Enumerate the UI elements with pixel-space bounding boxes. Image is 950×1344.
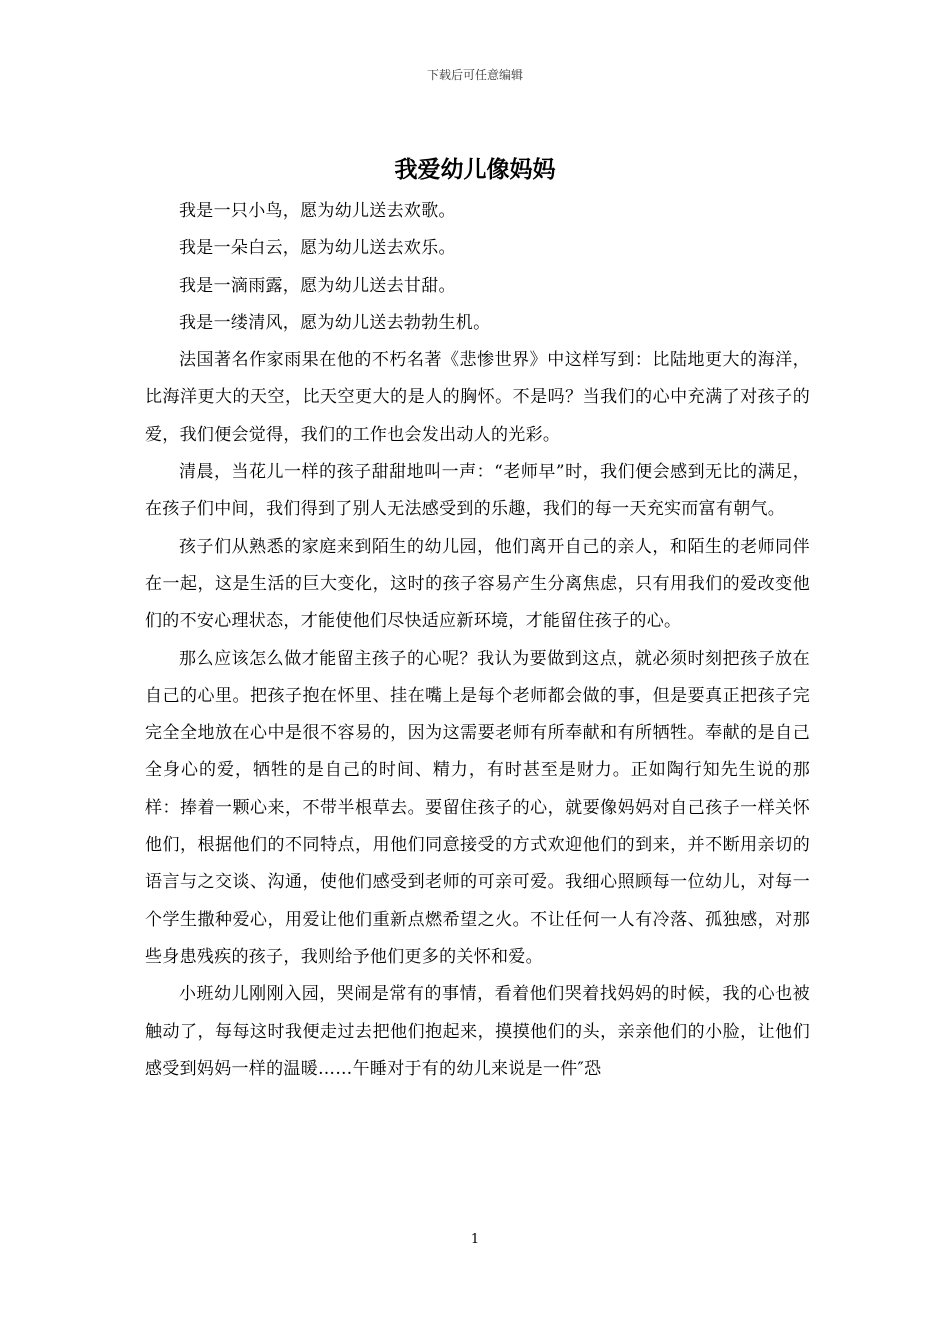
paragraph: 孩子们从熟悉的家庭来到陌生的幼儿园，他们离开自己的亲人，和陌生的老师同伴在一起，这是生活的巨大变化，这时的孩子容易产生分离焦虑，只有用我们的爱改变他们的不安心理状态，才能使他们尽快适应新环境，才能留住孩子的心。 — [145, 536, 810, 632]
paragraph: 清晨，当花儿一样的孩子甜甜地叫一声：“老师早”时，我们便会感到无比的满足，在孩子们中间，我们得到了别人无法感受到的乐趣，我们的每一天充实而富有朝气。 — [145, 462, 810, 520]
paragraph: 我是一朵白云，愿为幼儿送去欢乐。 — [179, 238, 456, 259]
document-title: 我爱幼儿像妈妈 — [394, 157, 556, 183]
paragraph: 小班幼儿刚刚入园，哭闹是常有的事情，看着他们哭着找妈妈的时候，我的心也被触动了，每每这时我便走过去把他们抱起来，摸摸他们的头，亲亲他们的小脸，让他们感受到妈妈一样的温暖……午睡对于有的幼儿来说是一件″恐 — [145, 984, 810, 1079]
paragraph: 法国著名作家雨果在他的不朽名著《悲惨世界》中这样写到：比陆地更大的海洋，比海洋更大的天空，比天空更大的是人的胸怀。不是吗？当我们的心中充满了对孩子的爱，我们便会觉得，我们的工作也会发出动人的光彩。 — [145, 350, 810, 445]
page-number: 1 — [470, 1232, 480, 1247]
page-header-note: 下载后可任意编辑 — [426, 68, 523, 82]
paragraph: 我是一滴雨露，愿为幼儿送去甘甜。 — [179, 275, 456, 296]
paragraph: 那么应该怎么做才能留主孩子的心呢？我认为要做到这点，就必须时刻把孩子放在自己的心里。把孩子抱在怀里、挂在嘴上是每个老师都会做的事，但是要真正把孩子完完全全地放在心中是很不容易的，因为这需要老师有所奉献和有所牺牲。奉献的是自己全身心的爱，牺牲的是自己的时间、精力，有时甚至是财力。正如陶行知先生说的那样：捧着一颗心来，不带半根草去。要留住孩子的心，就要像妈妈对自己孩子一样关怀他们，根据他们的不同特点，用他们同意接受的方式欢迎他们的到来，并不断用亲切的语言与之交谈、沟通，使他们感受到老师的可亲可爱。我细心照顾每一位幼儿，对每一个学生撒种爱心，用爱让他们重新点燃希望之火。不让任何一人有冷落、孤独感，对那些身患残疾的孩子，我则给予他们更多的关怀和爱。 — [145, 648, 810, 967]
document-body — [145, 193, 810, 1088]
paragraph: 我是一只小鸟，愿为幼儿送去欢歌。 — [179, 201, 456, 221]
paragraph: 我是一缕清风，愿为幼儿送去勃勃生机。 — [179, 312, 491, 333]
